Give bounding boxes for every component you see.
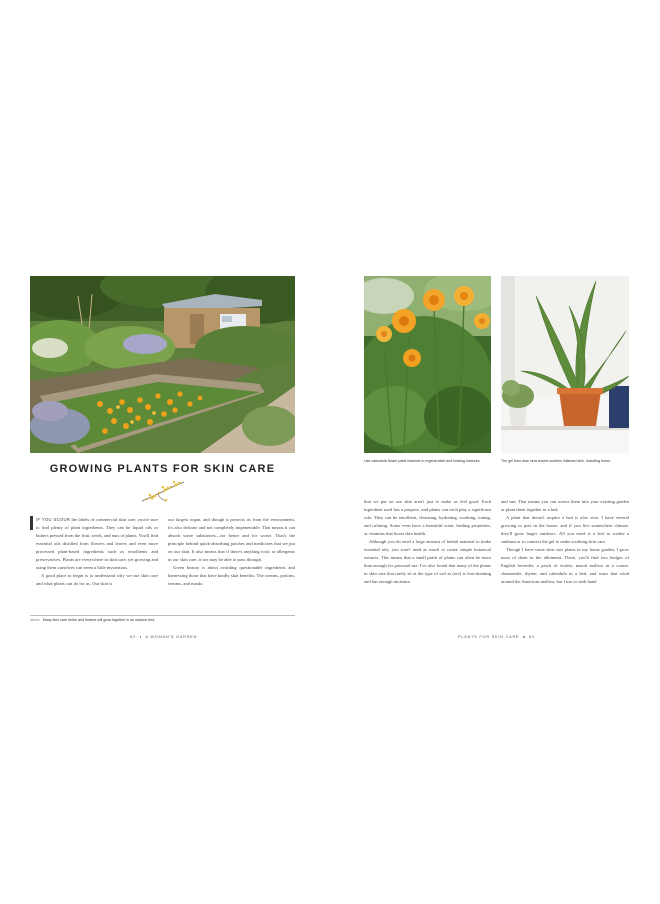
paragraph: that we put on our skin aren't just to make us feel good. Each ingredient used has a purpose, and plants can each play a significant role. They can be emollient, cleansing, hydrating, soothing, toning, and calming. Some even have a beautiful scent, healing properties, or vitamins that boost skin health. (364, 499, 491, 536)
paragraph: IF YOU SCOUR the labels of commercial skin care, you're sure to find plenty of plant ingredients. They can be liquid oils or butters pressed from the fruit, seeds, and nuts of plants. You'll find essential oils distilled from flowers and leaves and even more processed plant-based ingredients such as emollients and preservatives. Plants are everywhere in skin care, yet growing and using them ourselves can seem a little mysterious. (36, 517, 158, 570)
calendula-photo-illustration (364, 276, 491, 453)
calendula-caption: Use calendula flower petal essence in regenerative and healing mixtures. (364, 459, 481, 463)
paragraph: Though I have some skin care plants in my home garden, I grow most of them in the allotment. There, you'll find two hedges of English lavender, a patch of violets, marsh mallow in a corner, chamomile, thyme, and calendula in a bed, and roses that wind around the American mallow, but I use to seek hand (501, 547, 629, 584)
aloe-photo (501, 276, 629, 453)
right-page-column-2 (501, 498, 629, 586)
paragraph: our largest organ, and though it protects us from the environment, it's also delicate and not completely impenetrable. That means it can absorb some substances—for better and for worse. That's the principle behind quick-absorbing patches and medicines that we put on our skin. It also means that if there's anything toxic or allergenic in our skin care, it too may be able to pass through. (168, 517, 295, 562)
paragraph: Although you do need a large amount of herbal material to make essential oils, you won't need as much to create simple botanical extracts. This means that a small patch of plants can often be more than enough for personal use. I've also found that many of the plants in skin care that rarely sit at the type of soil as (are) is free-draining and has enough moisture. (364, 539, 491, 584)
running-title: PLANTS FOR SKIN CARE (458, 635, 520, 639)
running-title: A WOMAN'S GARDEN (145, 635, 198, 639)
left-footer (130, 635, 197, 639)
caption-rule (30, 615, 295, 616)
garden-photo-illustration (30, 276, 295, 453)
aloe-caption: The gel from aloe vera leaves soothes inflamed skin, including burns. (501, 459, 612, 463)
paragraph: A plant that doesn't require a bed is aloe vera. I have several growing in pots in the house, and if you live somewhere climate, they'll grow larger outdoors. All you need is a leaf to soothe a sunburn or to connect the gel to make soothing skin care. (501, 515, 629, 544)
lead-in: IF YOU SCOUR (36, 517, 71, 522)
section-heading: GROWING PLANTS FOR SKIN CARE (49, 463, 276, 475)
left-page-column-1 (36, 516, 158, 588)
page-number: 83 (528, 635, 535, 639)
photo-caption: above Many skin care herbs and flowers will grow together in an outdoor bed. (30, 618, 156, 622)
footer-dot (523, 636, 525, 638)
drop-cap-bar (30, 516, 33, 530)
right-footer (458, 635, 535, 639)
garden-photo (30, 276, 295, 453)
page-number: 82 (130, 635, 136, 639)
paragraph: and sun. That means you can weave them into your existing garden or plant them together in a bed. (501, 499, 629, 512)
witch-hazel-sprig-icon (138, 479, 188, 505)
paragraph: A good place to begin is to understand why we use skin care and what plants can do for us. Our skin is (36, 573, 158, 586)
left-page-column-2 (168, 516, 295, 588)
calendula-photo (364, 276, 491, 453)
paragraph: Green beauty is about avoiding questionable ingredients and harnessing those that have kindly skin benefits. The creams, potions, serums, and masks (168, 565, 295, 586)
caption-label: above (30, 618, 40, 622)
right-page-column-1 (364, 498, 491, 586)
botanical-ornament (138, 479, 188, 505)
aloe-photo-illustration (501, 276, 629, 453)
footer-dot (140, 636, 142, 638)
